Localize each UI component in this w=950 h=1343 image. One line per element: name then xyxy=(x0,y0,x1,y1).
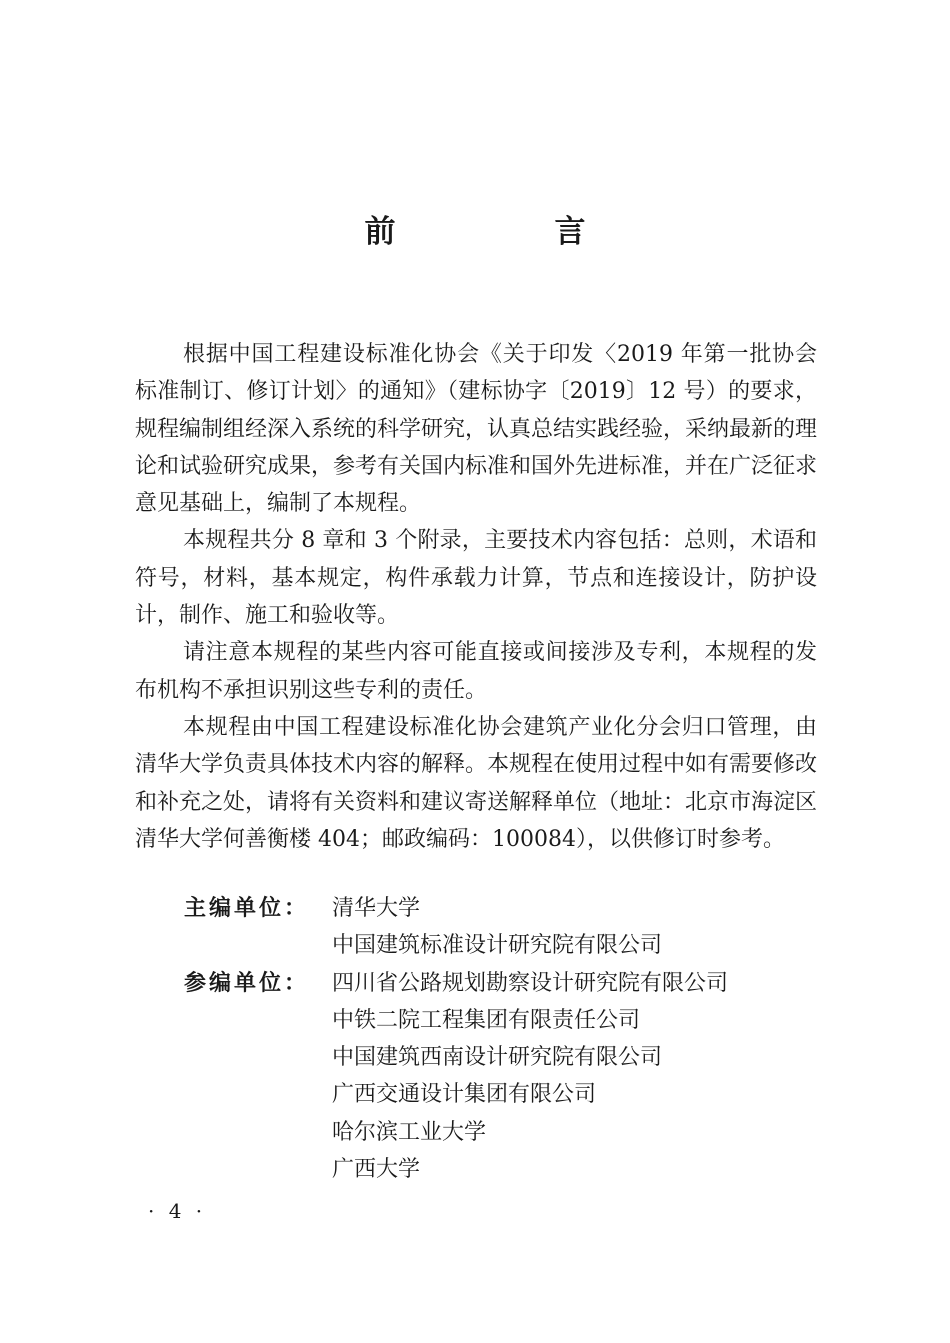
chief-unit-item: 中国建筑标准设计研究院有限公司 xyxy=(332,933,663,959)
chief-units-list xyxy=(332,890,662,965)
participating-units-label: 参编单位： xyxy=(184,970,310,996)
chief-units-block xyxy=(184,890,824,965)
participating-unit-item: 中铁二院工程集团有限责任公司 xyxy=(332,1007,641,1033)
participating-unit-item: 广西交通设计集团有限公司 xyxy=(332,1082,597,1108)
participating-unit-item: 哈尔滨工业大学 xyxy=(332,1119,487,1145)
participating-unit-item: 广西大学 xyxy=(332,1157,421,1183)
paragraph-2: 本规程共分 8 章和 3 个附录，主要技术内容包括：总则，术语和符号，材料，基本规定，构件承载力计算，节点和连接设计，防护设计，制作、施工和验收等。 xyxy=(135,528,817,629)
chief-unit-item: 清华大学 xyxy=(332,896,421,921)
foreword-body xyxy=(135,336,817,858)
participating-unit-item: 四川省公路规划勘察设计研究院有限公司 xyxy=(332,970,729,996)
participating-units-block xyxy=(184,965,824,1189)
paragraph-4: 本规程由中国工程建设标准化协会建筑产业化分会归口管理，由清华大学负责具体技术内容的解释。本规程在使用过程中如有需要修改和补充之处，请将有关资料和建议寄送解释单位（地址：北京市海淀区清华大学何善衡楼 404；邮政编码：100084），以供修订时参考。 xyxy=(135,714,818,852)
page-number: · 4 · xyxy=(148,1199,207,1223)
paragraph-1: 根据中国工程建设标准化协会《关于印发〈2019 年第一批协会标准制订、修订计划〉的通知》（建标协字〔2019〕12 号）的要求，规程编制组经深入系统的科学研究，认真总结实践经验，采纳最新的理论和试验研究成果，参考有关国内标准和国外先进标准，并在广泛征求意见基础上，编制了本规程。 xyxy=(135,342,818,517)
paragraph-3: 请注意本规程的某些内容可能直接或间接涉及专利，本规程的发布机构不承担识别这些专利的责任。 xyxy=(135,640,817,703)
participating-unit-item: 中国建筑西南设计研究院有限公司 xyxy=(332,1045,663,1071)
chief-units-label: 主编单位： xyxy=(184,896,310,921)
units-section xyxy=(184,890,824,1188)
participating-units-list xyxy=(332,965,728,1189)
page-title: 前 言 xyxy=(364,214,650,250)
